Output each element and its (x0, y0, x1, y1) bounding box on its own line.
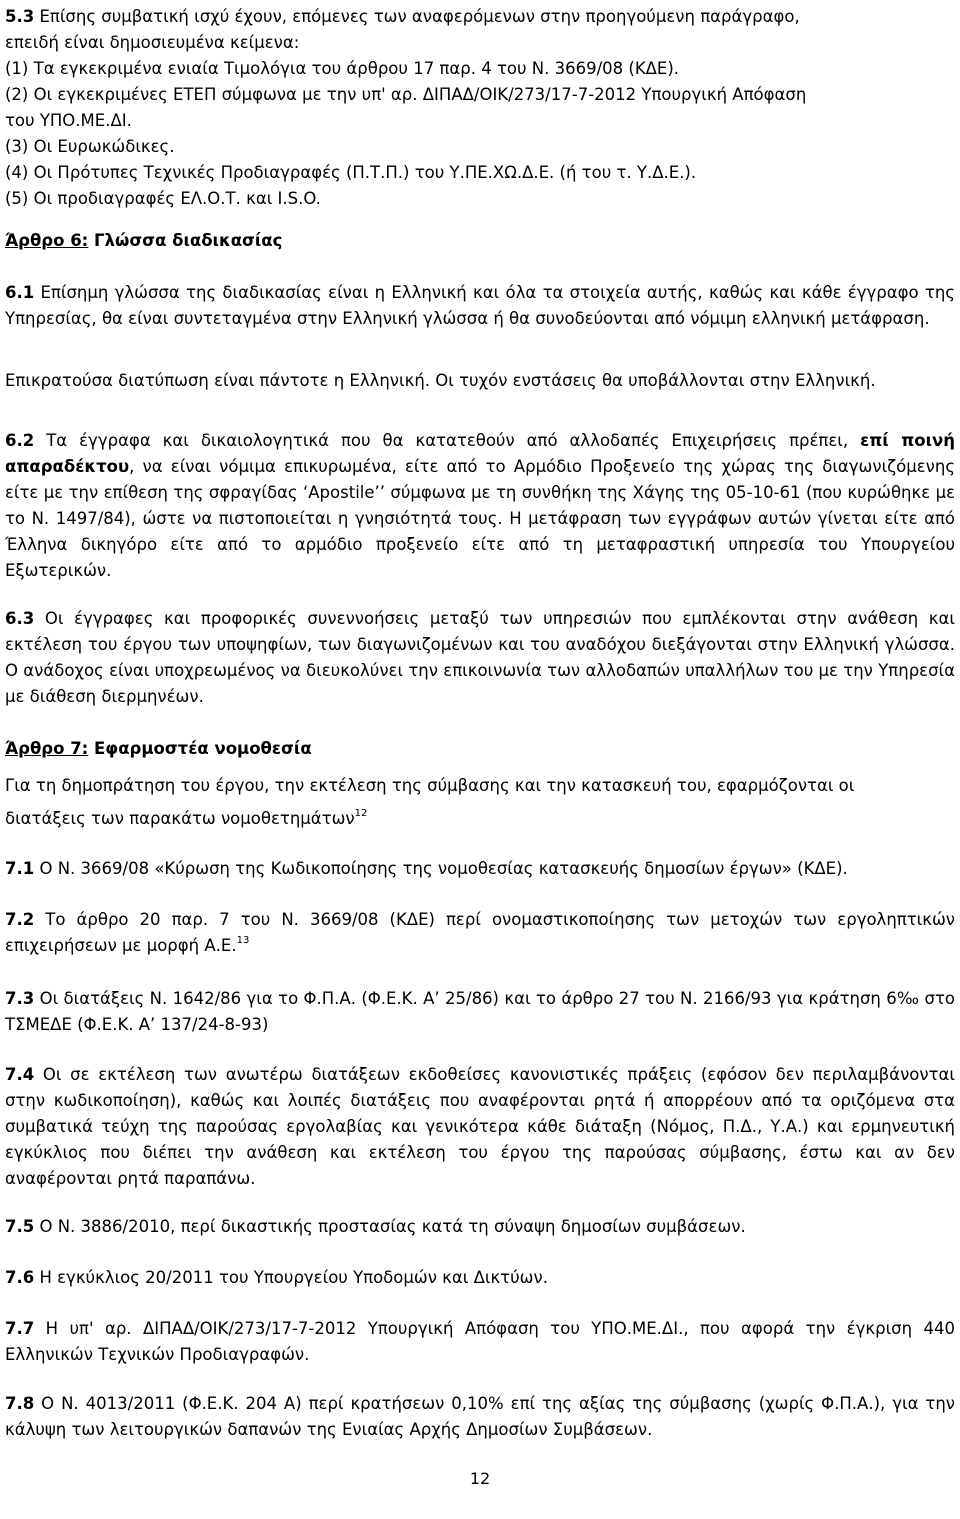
article-label: Άρθρο 7: (5, 739, 89, 758)
paragraph-text: Οι διατάξεις Ν. 1642/86 για το Φ.Π.Α. (Φ.Ε.Κ. Α’ 25/86) και το άρθρο 27 του Ν. 2166/93 για κράτηση 6‰ στο ΤΣΜΕΔΕ (Φ.Ε.Κ. Α’ 137/24-8-93) (5, 989, 955, 1034)
section-5-3 (5, 4, 955, 212)
paragraph-text: Η εγκύκλιος 20/2011 του Υπουργείου Υποδομών και Δικτύων. (34, 1268, 548, 1287)
paragraph-number: 7.3 (5, 989, 35, 1008)
list-item: (5) Οι προδιαγραφές ΕΛ.Ο.Τ. και I.S.O. (5, 189, 321, 208)
paragraph-text: Η υπ' αρ. ΔΙΠΑΔ/ΟΙΚ/273/17-7-2012 Υπουργική Απόφαση του ΥΠΟ.ΜΕ.ΔΙ., που αφορά την έγκριση 440 Ελληνικών Τεχνικών Προδιαγραφών. (5, 1319, 955, 1364)
article-7-heading (5, 736, 955, 762)
paragraph-7-3 (5, 986, 955, 1038)
footnote-ref[interactable]: 13 (236, 935, 250, 946)
paragraph-6-1-b (5, 368, 955, 394)
paragraph-7-8 (5, 1391, 955, 1443)
paragraph-text: , να είναι νόμιμα επικυρωμένα, είτε από το Αρμόδιο Προξενείο της χώρας της διαγωνιζόμενης είτε με την επίθεση της σφραγίδας ‘Apostile’’ σύμφωνα με τη συνθήκη της Χάγης της 05-10-61 (που κυρώθηκε με το Ν. 1497/84), ώστε να πιστοποιείται η γνησιότητά τους. Η μετάφραση των εγγράφων αυτών γίνεται είτε από Έλληνα δικηγόρο είτε από το αρμόδιο προξενείο είτε από τη μεταφραστική υπηρεσία του Υπουργείου Εξωτερικών. (5, 457, 955, 580)
footnote-ref[interactable]: 12 (354, 808, 368, 819)
paragraph-number: 7.8 (5, 1394, 35, 1413)
paragraph-text: Οι σε εκτέλεση των ανωτέρω διατάξεων εκδοθείσες κανονιστικές πράξεις (εφόσον δεν περιλαμβάνονται στην κωδικοποίηση), καθώς και λοιπές διατάξεις που αναφέρονται ρητά ή απορρέουν από τα οριζόμενα στα συμβατικά τεύχη της παρούσας εργολαβίας και γενικότερα κάθε διάταξη (Νόμος, Π.Δ., Υ.Α.) και ερμηνευτική εγκύκλιος που διέπει την ανάθεση και εκτέλεση του έργου της παρούσας σύμβασης, έστω και αν δεν αναφέρονται ρητά παραπάνω. (5, 1065, 955, 1188)
article-label: Άρθρο 6: (5, 231, 89, 250)
list-item: (1) Τα εγκεκριμένα ενιαία Τιμολόγια του άρθρου 17 παρ. 4 του Ν. 3669/08 (ΚΔΕ). (5, 59, 680, 78)
paragraph-6-2 (5, 428, 955, 584)
list-item: (4) Οι Πρότυπες Τεχνικές Προδιαγραφές (Π.Τ.Π.) του Υ.ΠΕ.ΧΩ.Δ.Ε. (ή του τ. Υ.Δ.Ε.). (5, 163, 697, 182)
paragraph-text: Επίσημη γλώσσα της διαδικασίας είναι η Ελληνική και όλα τα στοιχεία αυτής, καθώς και κάθε έγγραφο της Υπηρεσίας, θα είναι συντεταγμένα στην Ελληνική γλώσσα ή θα συνοδεύονται από νόμιμη ελληνική μετάφραση. (5, 283, 955, 328)
paragraph-text: Οι έγγραφες και προφορικές συνεννοήσεις μεταξύ των υπηρεσιών που εμπλέκονται στην ανάθεση και εκτέλεση του έργου των υποψηφίων, των διαγωνιζομένων και του αναδόχου διεξάγονται στην Ελληνική γλώσσα. Ο ανάδοχος είναι υποχρεωμένος να διευκολύνει την επικοινωνία των αλλοδαπών υπαλλήλων του με την Υπηρεσία με διάθεση διερμηνέων. (5, 609, 955, 706)
paragraph-6-1 (5, 280, 955, 332)
paragraph-number: 7.7 (5, 1319, 35, 1338)
paragraph-7-5 (5, 1214, 955, 1240)
list-item: (3) Οι Ευρωκώδικες. (5, 137, 175, 156)
paragraph-text: Επικρατούσα διατύπωση είναι πάντοτε η Ελληνική. Οι τυχόν ενστάσεις θα υποβάλλονται στην Ελληνική. (5, 371, 876, 390)
paragraph-number: 6.3 (5, 609, 35, 628)
paragraph-number: 7.6 (5, 1268, 35, 1287)
paragraph-6-3 (5, 606, 955, 710)
section-text: Επίσης συμβατική ισχύ έχουν, επόμενες των αναφερόμενων στην προηγούμενη παράγραφο, (34, 7, 800, 26)
paragraph-text: Ο Ν. 3669/08 «Κύρωση της Κωδικοποίησης της νομοθεσίας κατασκευής δημοσίων έργων» (ΚΔΕ). (34, 859, 848, 878)
paragraph-7-6 (5, 1265, 955, 1291)
paragraph-number: 6.2 (5, 431, 35, 450)
article-7-intro (5, 773, 955, 799)
paragraph-7-4 (5, 1062, 955, 1192)
paragraph-text: Τα έγγραφα και δικαιολογητικά που θα κατατεθούν από αλλοδαπές Επιχειρήσεις πρέπει, (34, 431, 861, 450)
paragraph-7-1 (5, 856, 955, 882)
paragraph-text: Το άρθρο 20 παρ. 7 του Ν. 3669/08 (ΚΔΕ) περί ονομαστικοποίησης των μετοχών των εργοληπτικών επιχειρήσεων με μορφή Α.Ε. (5, 910, 955, 955)
paragraph-text: Για τη δημοπράτηση του έργου, την εκτέλεση της σύμβασης και την κατασκευή του, εφαρμόζονται οι (5, 776, 855, 795)
article-title: Εφαρμοστέα νομοθεσία (88, 739, 312, 758)
paragraph-number: 7.4 (5, 1065, 35, 1084)
paragraph-number: 6.1 (5, 283, 35, 302)
paragraph-number: 7.5 (5, 1217, 35, 1236)
paragraph-text: Ο Ν. 4013/2011 (Φ.Ε.Κ. 204 Α) περί κρατήσεων 0,10% επί της αξίας της σύμβασης (χωρίς Φ.Π.Α.), για την κάλυψη των λειτουργικών δαπανών της Ενιαίας Αρχής Δημοσίων Συμβάσεων. (5, 1394, 955, 1439)
emphasis-text: επί ποινή απαραδέκτου (5, 431, 956, 476)
paragraph-text: διατάξεις των παρακάτω νομοθετημάτων (5, 809, 355, 828)
article-7-intro-line2 (5, 806, 955, 835)
list-item: του ΥΠΟ.ΜΕ.ΔΙ. (5, 111, 132, 130)
paragraph-text: Ο Ν. 3886/2010, περί δικαστικής προστασίας κατά τη σύναψη δημοσίων συμβάσεων. (34, 1217, 746, 1236)
paragraph-7-7 (5, 1316, 955, 1368)
paragraph-number: 7.2 (5, 910, 35, 929)
article-6-heading (5, 228, 955, 254)
page-number: 12 (469, 1469, 491, 1488)
article-title: Γλώσσα διαδικασίας (88, 231, 283, 250)
list-item: (2) Οι εγκεκριμένες ΕΤΕΠ σύμφωνα με την υπ' αρ. ΔΙΠΑΔ/ΟΙΚ/273/17-7-2012 Υπουργική Απόφαση (5, 85, 807, 104)
section-number: 5.3 (5, 7, 35, 26)
paragraph-7-2 (5, 907, 955, 962)
section-text: επειδή είναι δημοσιευμένα κείμενα: (5, 33, 300, 52)
paragraph-number: 7.1 (5, 859, 35, 878)
